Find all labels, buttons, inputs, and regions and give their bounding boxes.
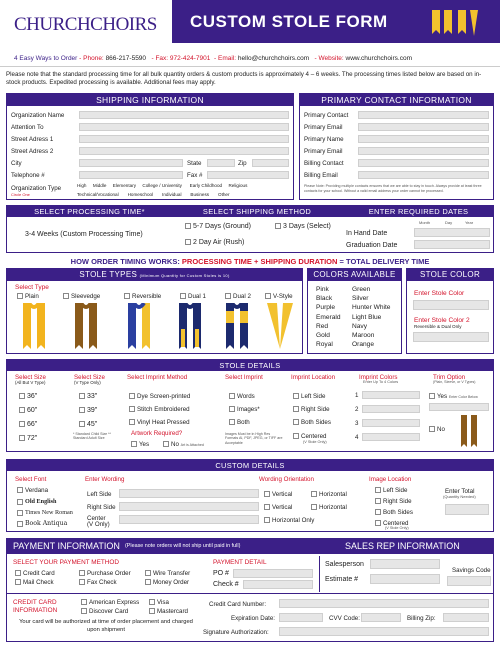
imprint-colors-label: Imprint Colors xyxy=(359,374,398,381)
artwork-no[interactable]: No Art is Attached xyxy=(163,441,204,448)
reversible-stole-image xyxy=(126,303,152,351)
orientation-label: Wording Orientation xyxy=(259,476,314,483)
fax-input[interactable] xyxy=(207,171,289,179)
processing-section xyxy=(6,205,494,253)
in-hand-date-input[interactable] xyxy=(414,228,490,237)
artwork-yes[interactable]: Yes xyxy=(131,441,149,448)
salesperson-input[interactable] xyxy=(370,559,440,569)
check-input[interactable] xyxy=(243,580,313,589)
size-45[interactable]: 45" xyxy=(79,421,97,428)
billing-email-input[interactable] xyxy=(358,171,489,179)
contact-bar: 4 Easy Ways to Order - Phone: 866-217-5590 - Fax: 972-424-7901 - Email: hello@churchchoirs.com - Website: www.churchchoirs.com xyxy=(14,55,412,62)
billing-contact-input[interactable] xyxy=(358,159,489,167)
image-both[interactable]: Both Sides xyxy=(375,509,413,516)
stole-types-section xyxy=(6,268,303,354)
field-label: Attention To xyxy=(11,124,44,131)
graduation-label: Graduation Date xyxy=(346,242,398,249)
form-title: CUSTOM STOLE FORM xyxy=(190,12,388,31)
type-dual-1[interactable]: Dual 1 xyxy=(180,293,206,300)
website-link[interactable]: www.churchchoirs.com xyxy=(345,55,412,62)
billing-zip-label: Billing Zip: xyxy=(407,615,436,622)
zip-input[interactable] xyxy=(252,159,289,167)
expiration-input[interactable] xyxy=(279,613,323,622)
field-label: Street Adress 1 xyxy=(11,136,54,143)
graduation-date-input[interactable] xyxy=(414,240,490,249)
color-num: 4 xyxy=(355,434,359,441)
field-label: Zip xyxy=(238,160,247,167)
color-list-2: Green Silver Hunter White Light Blue Navy Maroon Orange xyxy=(352,286,391,349)
wording-center-label: Center xyxy=(87,515,106,522)
attention-to-input[interactable] xyxy=(79,123,289,131)
primary-name-input[interactable] xyxy=(358,135,489,143)
page-header xyxy=(0,0,500,45)
image-left[interactable]: Left Side xyxy=(375,487,407,494)
font-label: Select Font xyxy=(15,476,47,483)
orientation-right-horizontal[interactable]: Horizontal xyxy=(311,504,347,511)
stole-types-header: STOLE TYPES (Minimum Quantity for Custom Stoles is 10) xyxy=(7,269,302,281)
image-centered[interactable]: Centered xyxy=(375,520,408,527)
divider xyxy=(0,66,500,67)
color-list-1: Pink Black Purple Emerald Red Gold Royal xyxy=(316,286,341,349)
location-right[interactable]: Right Side xyxy=(293,406,330,413)
wording-right-input[interactable] xyxy=(119,502,259,511)
field-label: Telephone # xyxy=(11,172,45,179)
size-36[interactable]: 36" xyxy=(19,393,37,400)
pay-mail-check[interactable]: Mail Check xyxy=(15,579,54,586)
pay-credit-card[interactable]: Credit Card xyxy=(15,570,55,577)
signature-input[interactable] xyxy=(279,627,489,636)
estimate-label: Estimate # xyxy=(325,576,359,583)
size-1-label: Select Size xyxy=(15,374,46,381)
pay-purchase-order[interactable]: Purchase Order xyxy=(79,570,131,577)
street-2-input[interactable] xyxy=(79,147,289,155)
card-discover[interactable]: Discover Card xyxy=(81,608,128,615)
image-centered-note: (V Stole Only) xyxy=(385,526,409,530)
wording-label: Enter Wording xyxy=(85,476,125,483)
size-60[interactable]: 60" xyxy=(19,407,37,414)
total-quantity-input[interactable] xyxy=(445,504,489,515)
in-hand-label: In Hand Date xyxy=(346,230,388,237)
wording-center-input[interactable] xyxy=(119,515,259,524)
email-link[interactable]: hello@churchchoirs.com xyxy=(237,55,310,62)
trim-label: Trim Option xyxy=(433,374,466,381)
stole-color-header: STOLE COLOR xyxy=(407,269,493,281)
wording-left-input[interactable] xyxy=(119,489,259,498)
payment-section xyxy=(6,538,494,642)
imprint-color-3-input[interactable] xyxy=(362,419,420,427)
street-1-input[interactable] xyxy=(79,135,289,143)
primary-email-2-input[interactable] xyxy=(358,147,489,155)
wording-left-label: Left Side xyxy=(87,491,112,498)
font-old-english[interactable]: Old English xyxy=(17,498,56,505)
stole-details-section xyxy=(6,359,494,452)
shipping-header: SHIPPING INFORMATION xyxy=(7,94,293,106)
organization-name-input[interactable] xyxy=(79,111,289,119)
rush-option[interactable]: 2 Day Air (Rush) xyxy=(185,239,244,246)
dual-1-stole-image xyxy=(177,303,203,351)
payment-method-label: SELECT YOUR PAYMENT METHOD xyxy=(13,559,119,566)
imprint-colors-note: Enter Up To 4 Colors xyxy=(363,380,399,384)
cc-number-input[interactable] xyxy=(279,599,489,608)
trim-no[interactable]: No xyxy=(429,426,445,433)
contact-note: Please Note: Providing multiple contacts ensures that we are able to stay in touch. Always provide at least three contacts for your school. Without a valid email address your order cannot be processed. xyxy=(304,184,482,193)
title-banner xyxy=(172,0,500,43)
stole-logo-icon xyxy=(430,8,490,38)
select-option[interactable]: 3 Days (Select) xyxy=(275,223,331,230)
size-72[interactable]: 72" xyxy=(19,435,37,442)
total-label: Enter Total xyxy=(445,488,475,495)
primary-contact-section xyxy=(299,93,494,200)
field-label: Primary Email xyxy=(304,124,343,131)
org-types-row-2[interactable]: Technical/Vocational Homeschool Individual Business Other xyxy=(77,192,230,197)
orientation-left-vertical[interactable]: Vertical xyxy=(264,491,292,498)
circle-one-note: Circle One xyxy=(11,192,30,197)
imprint-method-label: Select Imprint Method xyxy=(127,374,188,381)
size-39[interactable]: 39" xyxy=(79,407,97,414)
ground-option[interactable]: 5-7 Days (Ground) xyxy=(185,223,251,230)
stole-color-section xyxy=(406,268,494,354)
primary-contact-header: PRIMARY CONTACT INFORMATION xyxy=(300,94,493,106)
city-input[interactable] xyxy=(79,159,183,167)
stole-details-header: STOLE DETAILS xyxy=(7,360,493,371)
card-visa[interactable]: Visa xyxy=(149,599,169,606)
field-label: Street Adress 2 xyxy=(11,148,54,155)
imprint-note: Images Must be in High Res Formats AI, PDF, JPEG, or TIFF are Acceptable xyxy=(225,432,283,445)
color-num: 2 xyxy=(355,406,359,413)
imprint-label: Select Imprint xyxy=(225,374,263,381)
sales-rep-header: SALES REP INFORMATION xyxy=(345,541,460,551)
cc-number-label: Credit Card Number: xyxy=(209,601,267,608)
imprint-both[interactable]: Both xyxy=(229,419,250,426)
pay-wire-transfer[interactable]: Wire Transfer xyxy=(145,570,190,577)
artwork-label: Artwork Required? xyxy=(131,430,183,437)
imprint-location-label: Imprint Location xyxy=(291,374,336,381)
method-vinyl[interactable]: Vinyl Heat Pressed xyxy=(129,419,190,426)
font-verdana[interactable]: Verdana xyxy=(17,487,48,494)
stole-color-2-input[interactable] xyxy=(413,332,489,342)
cc-info-label: CREDIT CARD INFORMATION xyxy=(13,599,58,614)
size-1-note: (All But V Type) xyxy=(15,380,46,385)
telephone-input[interactable] xyxy=(79,171,183,179)
field-label: Primary Name xyxy=(304,136,344,143)
state-input[interactable] xyxy=(207,159,235,167)
custom-details-section xyxy=(6,459,494,532)
image-location-label: Image Location xyxy=(369,476,412,483)
logo: CHURCHCHOIRS xyxy=(14,14,157,35)
check-label: Check # xyxy=(213,581,239,588)
orientation-horizontal-only[interactable]: Horizontal Only xyxy=(264,517,314,524)
savings-code-label: Savings Code xyxy=(452,567,491,574)
estimate-input[interactable] xyxy=(370,574,440,584)
po-label: PO # xyxy=(213,570,229,577)
type-plain[interactable]: Plain xyxy=(17,293,39,300)
primary-contact-input[interactable] xyxy=(358,111,489,119)
type-dual-2[interactable]: Dual 2 xyxy=(225,293,251,300)
select-type-label: Select Type xyxy=(15,284,49,291)
size-2-note: (V Type Only) xyxy=(74,380,101,385)
field-label: Organization Name xyxy=(11,112,65,119)
colors-available-section xyxy=(307,268,402,354)
day-label: Day xyxy=(445,220,453,225)
image-right[interactable]: Right Side xyxy=(375,498,412,505)
location-centered[interactable]: Centered xyxy=(293,433,326,440)
org-types-row-1[interactable]: High Middle Elementary College / University Early Childhood Religious xyxy=(77,183,248,188)
expiration-label: Expiration Date: xyxy=(231,615,276,622)
method-stitch[interactable]: Stitch Embroidered xyxy=(129,406,190,413)
divider xyxy=(7,593,493,594)
field-label: Billing Contact xyxy=(304,160,344,167)
timing-line: HOW ORDER TIMING WORKS: PROCESSING TIME + SHIPPING DURATION = TOTAL DELIVERY TIME xyxy=(70,257,430,266)
trim-stole-icon xyxy=(459,415,479,449)
cvv-input[interactable] xyxy=(361,613,401,622)
type-reversible[interactable]: Reversible xyxy=(124,293,161,300)
imprint-words[interactable]: Words xyxy=(229,393,255,400)
field-label: Primary Contact xyxy=(304,112,349,119)
method-dye[interactable]: Dye Screen-printed xyxy=(129,393,190,400)
pay-fax-check[interactable]: Fax Check xyxy=(79,579,117,586)
total-note: (Quantity Needed) xyxy=(443,494,476,499)
color-num: 3 xyxy=(355,420,359,427)
size-33[interactable]: 33" xyxy=(79,393,97,400)
sleevedge-stole-image xyxy=(73,303,99,351)
savings-code-input[interactable] xyxy=(447,576,491,586)
payment-detail-label: PAYMENT DETAIL xyxy=(213,559,267,566)
custom-processing-time[interactable]: 3-4 Weeks (Custom Processing Time) xyxy=(25,231,143,238)
size-note: * Standard Child Size ** Standard Adult Size xyxy=(73,432,111,441)
notice-text: Please note that the standard processing time for all bulk quantity orders & custom products is approximately 4 – 6 weeks. The processing times listed below are based on in-stock products. Expedited processing is available. Additional fees may apply. xyxy=(6,71,482,86)
centered-note: (V Stole Only) xyxy=(303,440,327,444)
wording-right-label: Right Side xyxy=(87,504,116,511)
processing-header: SELECT PROCESSING TIME* SELECT SHIPPING METHOD ENTER REQUIRED DATES xyxy=(7,206,493,217)
trim-yes[interactable]: Yes Enter Color Below xyxy=(429,393,478,400)
field-label: Primary Email xyxy=(304,148,343,155)
po-input[interactable] xyxy=(233,569,313,578)
org-type-label: Organization Type xyxy=(11,185,62,192)
field-label: City xyxy=(11,160,22,167)
orientation-right-vertical[interactable]: Vertical xyxy=(264,504,292,511)
phone-number[interactable]: 866-217-5590 xyxy=(105,55,147,62)
stole-color-2-label: Enter Stole Color 2 xyxy=(414,317,470,324)
stole-color-2-note: Reversible & Dual Only xyxy=(414,324,462,329)
trim-note: (Plain, Sleeve, or V Types) xyxy=(433,380,476,384)
imprint-images[interactable]: Images* xyxy=(229,406,260,413)
imprint-color-4-input[interactable] xyxy=(362,433,420,441)
pay-money-order[interactable]: Money Order xyxy=(145,579,189,586)
cvv-label: CVV Code: xyxy=(329,615,360,622)
colors-header: COLORS AVAILABLE xyxy=(308,269,401,281)
location-left[interactable]: Left Side xyxy=(293,393,325,400)
shipping-section xyxy=(6,93,294,200)
type-sleevedge[interactable]: Sleevedge xyxy=(63,293,100,300)
font-times[interactable]: Times New Roman xyxy=(17,509,73,516)
plain-stole-image xyxy=(21,303,47,351)
primary-email-input[interactable] xyxy=(358,123,489,131)
payment-header: PAYMENT INFORMATION (Please note orders will not ship until paid in full) SALES REP INFORMATION xyxy=(7,539,493,554)
font-book-antiqua[interactable]: Book Antiqua xyxy=(17,520,67,527)
size-66[interactable]: 66" xyxy=(19,421,37,428)
divider xyxy=(319,556,320,592)
card-mastercard[interactable]: Mastercard xyxy=(149,608,188,615)
color-num: 1 xyxy=(355,392,359,399)
field-label: Billing Email xyxy=(304,172,338,179)
dual-2-stole-image xyxy=(224,303,250,351)
authorization-note: Your card will be authorized at time of order placement and charged upon shipment xyxy=(19,619,193,633)
signature-label: Signature Authorization: xyxy=(203,629,269,636)
month-label: Month xyxy=(419,220,431,225)
v-style-stole-image xyxy=(266,303,294,351)
field-label: Fax # xyxy=(187,172,203,179)
custom-details-header: CUSTOM DETAILS xyxy=(7,460,493,471)
stole-color-1-label: Enter Stole Color xyxy=(414,290,465,297)
imprint-color-1-input[interactable] xyxy=(362,391,420,399)
orientation-left-horizontal[interactable]: Horizontal xyxy=(311,491,347,498)
wording-center-note: (V Only) xyxy=(87,521,110,528)
billing-zip-input[interactable] xyxy=(443,613,489,622)
salesperson-label: Salesperson xyxy=(325,561,364,568)
year-label: Year xyxy=(465,220,474,225)
field-label: State xyxy=(187,160,202,167)
stole-color-1-input[interactable] xyxy=(413,300,489,310)
imprint-color-2-input[interactable] xyxy=(362,405,420,413)
location-both[interactable]: Both Sides xyxy=(293,419,331,426)
trim-color-input[interactable] xyxy=(429,403,489,411)
type-v-style[interactable]: V-Style xyxy=(265,293,293,300)
size-2-label: Select Size xyxy=(74,374,105,381)
card-amex[interactable]: American Express xyxy=(81,599,139,606)
